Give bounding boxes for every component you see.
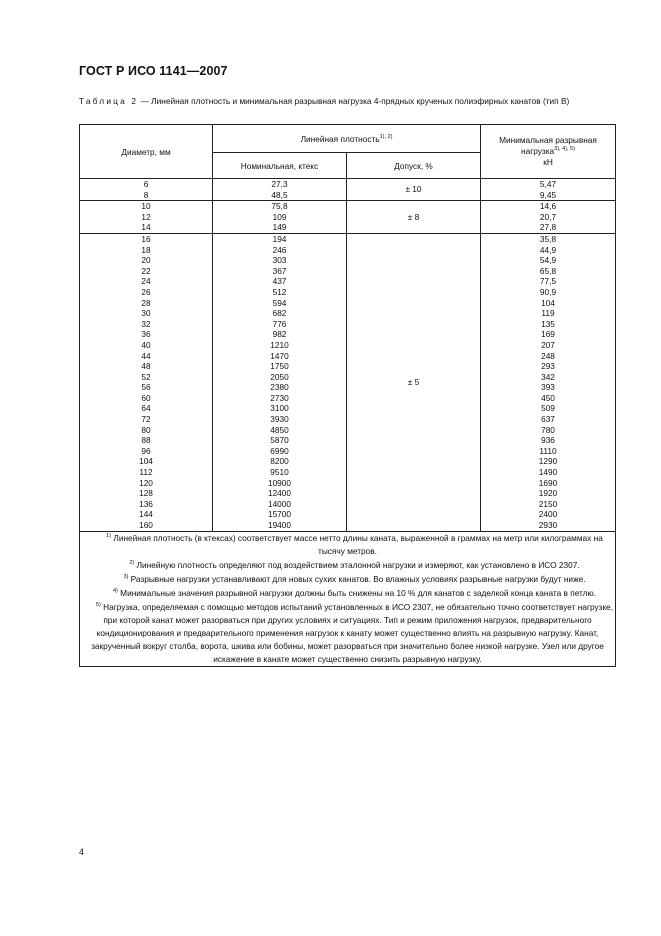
table-cell-value: 2050: [270, 371, 289, 382]
table-cell-value: 512: [272, 286, 287, 297]
table-cell-value: 6990: [270, 445, 289, 456]
table-cell-value: 35,8: [539, 233, 557, 244]
table-cell-value: 75,8: [271, 201, 288, 212]
table-cell-value: 160: [139, 520, 153, 530]
table-cell-value: 342: [541, 371, 555, 382]
footnote-text: Линейную плотность определяют под воздействием эталонной нагрузки и измеряют, как установлено в ИСО 2307.: [136, 559, 580, 570]
footnote: [80, 559, 615, 572]
table-cell-value: 19400: [267, 520, 292, 530]
table-cell-value: 14000: [267, 498, 292, 509]
table-cell-value: 594: [272, 297, 287, 308]
diameter-cell: [80, 233, 213, 531]
table-cell-value: 109: [272, 211, 287, 222]
table-cell-value: 27,3: [271, 179, 288, 189]
table-cell-value: 8200: [270, 456, 289, 467]
breaking-load-cell: [481, 179, 616, 201]
table-cell-value: 119: [541, 308, 555, 319]
table-cell-value: 48: [141, 361, 151, 372]
table-cell-value: 4850: [270, 424, 289, 435]
table-cell-value: 194: [272, 233, 287, 244]
header-linear-density-label: Линейная плотность: [300, 133, 380, 144]
table-cell-value: 72: [141, 414, 151, 425]
table-cell-value: 136: [139, 498, 153, 509]
breaking-load-cell: [481, 233, 616, 531]
page-number: 4: [79, 847, 85, 857]
table-cell-value: 1210: [270, 339, 289, 350]
table-cell-value: 90,9: [539, 286, 557, 297]
table-cell-value: 1490: [538, 467, 558, 478]
table-cell-value: 30: [141, 308, 151, 319]
table-cell-value: 65,8: [539, 265, 557, 276]
footnotes-cell: [80, 531, 616, 666]
table-cell-value: 44: [141, 350, 151, 361]
document-title: ГОСТ Р ИСО 1141—2007: [79, 64, 228, 78]
table-cell-value: 1750: [270, 361, 289, 372]
table-cell-value: 22: [141, 265, 151, 276]
table-caption-text: — Линейная плотность и минимальная разрывная нагрузка 4-прядных крученых полиэфирных канатов (тип В): [138, 96, 570, 106]
table-cell-value: 3100: [270, 403, 289, 414]
table-cell-value: 2730: [270, 392, 289, 403]
header-diameter: Диаметр, мм: [80, 125, 213, 179]
header-min-breaking-load: [481, 125, 616, 179]
header-min-load-line2: нагрузка: [521, 146, 555, 156]
table-cell-value: 16: [141, 233, 151, 244]
table-cell-value: 10: [141, 201, 151, 212]
table-cell-value: 248: [541, 350, 555, 361]
header-min-load-footnote-ref: 3), 4), 5): [554, 146, 575, 153]
table-row-group: [80, 233, 616, 531]
table-cell-value: 26: [141, 286, 151, 297]
table-cell-value: 293: [541, 361, 555, 372]
table-cell-value: 169: [541, 329, 555, 340]
table-cell-value: 9510: [270, 467, 289, 478]
table-cell-value: 20,7: [539, 211, 557, 222]
table-cell-value: 303: [272, 255, 287, 266]
footnote: [80, 601, 615, 666]
table-cell-value: 56: [141, 382, 151, 393]
table-cell-value: 450: [541, 392, 555, 403]
table-cell-value: 52: [141, 371, 151, 382]
table-caption: [79, 95, 615, 108]
header-tolerance: Допуск, %: [347, 153, 481, 179]
table-cell-value: 28: [141, 297, 151, 308]
table-row-group: [80, 201, 616, 234]
table-cell-value: 104: [139, 456, 153, 467]
header-min-load-line1: Минимальная разрывная: [499, 135, 597, 145]
diameter-cell: [80, 179, 213, 201]
table-cell-value: 682: [272, 308, 287, 319]
table-cell-value: 393: [541, 382, 555, 393]
table-cell-value: 2150: [538, 498, 558, 509]
table-cell-value: 149: [272, 222, 287, 233]
rope-properties-table: [79, 124, 616, 667]
table-cell-value: 64: [141, 403, 151, 414]
footnote-text: Нагрузка, определяемая с помощью методов испытаний установленных в ИСО 2307, не обязательно точно соответствует нагрузке, при которой канат может разорваться при других условиях и ситуациях. Тип и режим приложения нагрузок, предварительного кондиционирования и предварительного применения нагрузок к канату может существенно влиять на разрывную нагрузку. Канат, закрученный вокруг столба, ворота, шкива или бобины, может разорваться при значительно более низкой нагрузке. Узел или другое искажение в канате может существенно снизить разрывную нагрузку.: [91, 601, 614, 664]
table-cell-value: 10900: [267, 477, 292, 488]
footnote-mark: 5): [95, 601, 101, 608]
table-cell-value: 1920: [538, 488, 558, 499]
table-cell-value: 637: [541, 414, 555, 425]
table-cell-value: 48,5: [271, 189, 288, 200]
table-cell-value: 128: [139, 488, 153, 499]
table-cell-value: 8: [143, 189, 149, 200]
table-cell-value: 3930: [270, 414, 289, 425]
diameter-cell: [80, 201, 213, 234]
table-cell-value: 104: [541, 297, 555, 308]
breaking-load-cell: [481, 201, 616, 234]
footnote: [80, 573, 615, 586]
footnote-mark: 1): [106, 532, 112, 539]
footnote: [80, 532, 615, 558]
table-cell-value: 54,9: [539, 255, 557, 266]
table-cell-value: 936: [541, 435, 555, 446]
table-cell-value: 80: [141, 424, 151, 435]
table-cell-value: 40: [141, 339, 151, 350]
table-caption-label: Таблица 2: [79, 96, 139, 106]
table-cell-value: 135: [541, 318, 555, 329]
table-cell-value: 776: [272, 318, 287, 329]
table-cell-value: 96: [141, 445, 151, 456]
table-cell-value: 15700: [267, 509, 292, 520]
tolerance-cell: ± 5: [347, 233, 481, 531]
footnote-mark: 3): [123, 573, 129, 580]
header-nominal: Номинальная, ктекс: [213, 153, 347, 179]
header-linear-density-footnote-ref: 1), 2): [379, 133, 393, 140]
footnote-text: Линейная плотность (в ктексах) соответствует массе нетто длины каната, выраженной в граммах на метр или килограммах на тысячу метров.: [113, 532, 603, 556]
table-cell-value: 5,47: [539, 179, 557, 189]
table-cell-value: 14,6: [539, 201, 557, 212]
table-cell-value: 1470: [270, 350, 289, 361]
table-cell-value: 120: [139, 477, 153, 488]
table-cell-value: 509: [541, 403, 555, 414]
table-cell-value: 36: [141, 329, 151, 340]
table-cell-value: 780: [541, 424, 555, 435]
nominal-density-cell: [213, 179, 347, 201]
table-cell-value: 12400: [267, 488, 292, 499]
table-cell-value: 367: [272, 265, 287, 276]
table-cell-value: 14: [141, 222, 151, 233]
table-cell-value: 44,9: [539, 244, 557, 255]
table-cell-value: 2930: [538, 520, 558, 530]
tolerance-cell: ± 8: [347, 201, 481, 234]
table-cell-value: 12: [141, 211, 151, 222]
table-cell-value: 246: [272, 244, 287, 255]
table-cell-value: 18: [141, 244, 151, 255]
table-cell-value: 437: [272, 276, 287, 287]
nominal-density-cell: [213, 233, 347, 531]
footnote-mark: 2): [129, 559, 135, 566]
table-cell-value: 982: [272, 329, 287, 340]
footnote-mark: 4): [112, 587, 118, 594]
footnote-text: Минимальные значения разрывной нагрузки должны быть снижены на 10 % для канатов с заделкой конца каната в петлю.: [120, 587, 597, 598]
table-cell-value: 1290: [538, 456, 558, 467]
table-cell-value: 32: [141, 318, 151, 329]
table-cell-value: 207: [541, 339, 555, 350]
table-cell-value: 2380: [270, 382, 289, 393]
table-cell-value: 144: [139, 509, 153, 520]
table-cell-value: 6: [143, 179, 149, 189]
table-cell-value: 9,45: [539, 189, 557, 200]
table-cell-value: 2400: [538, 509, 558, 520]
header-min-load-unit: кН: [543, 157, 553, 167]
footnote-text: Разрывные нагрузки устанавливают для новых сухих канатов. Во влажных условиях разрывные нагрузки будут ниже.: [130, 573, 586, 584]
table-cell-value: 88: [141, 435, 151, 446]
table-cell-value: 1690: [538, 477, 558, 488]
table-cell-value: 112: [139, 467, 153, 478]
table-cell-value: 77,5: [539, 276, 557, 287]
table-cell-value: 20: [141, 255, 151, 266]
nominal-density-cell: [213, 201, 347, 234]
table-row-group: [80, 179, 616, 201]
tolerance-cell: ± 10: [347, 179, 481, 201]
table-cell-value: 5870: [270, 435, 289, 446]
table-cell-value: 1110: [539, 445, 557, 456]
table-cell-value: 24: [141, 276, 151, 287]
footnote: [80, 587, 615, 600]
table-cell-value: 27,8: [539, 222, 557, 233]
table-cell-value: 60: [141, 392, 151, 403]
header-linear-density: [213, 125, 481, 153]
